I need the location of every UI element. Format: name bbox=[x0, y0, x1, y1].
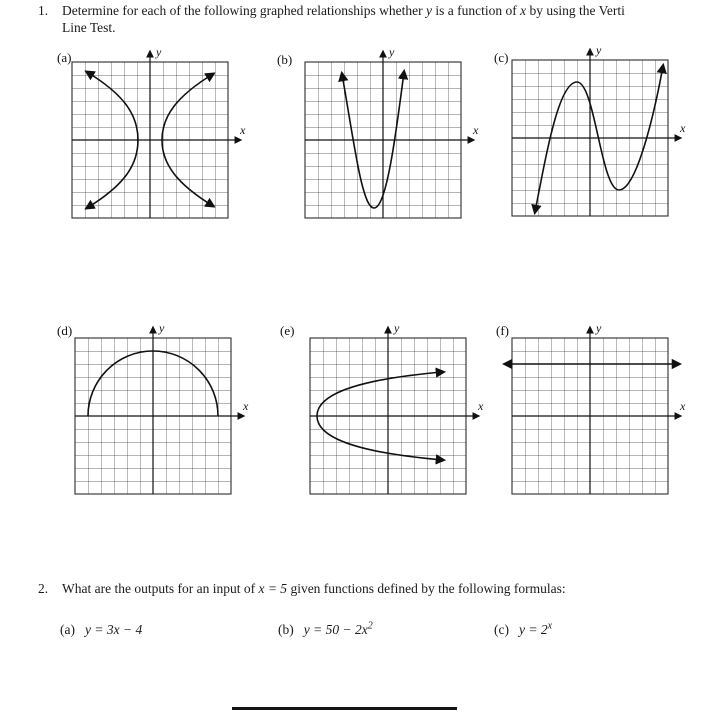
graph-label-b: (b) bbox=[277, 52, 293, 67]
graph-a-plot bbox=[57, 42, 252, 227]
y-axis-label: y bbox=[159, 321, 165, 335]
text-segment: is a function of bbox=[432, 3, 521, 18]
formula-base: y = 50 − 2x bbox=[303, 621, 368, 637]
graph-e-plot bbox=[295, 318, 490, 503]
problem2-text-line bbox=[38, 581, 706, 597]
graph-label-d: (d) bbox=[57, 323, 73, 338]
y-axis-label: y bbox=[389, 45, 395, 59]
text-segment: given functions defined by the following formulas: bbox=[287, 581, 566, 596]
problem2-number: 2. bbox=[38, 581, 49, 596]
x-axis-label: x bbox=[473, 123, 479, 137]
formula-label: (a) bbox=[60, 621, 75, 637]
y-axis-label: y bbox=[394, 321, 400, 335]
problem1-text-line1 bbox=[38, 3, 706, 19]
x-axis-label: x bbox=[680, 399, 686, 413]
graph-label-c: (c) bbox=[494, 50, 509, 65]
x-axis-label: x bbox=[243, 399, 249, 413]
graph-c-plot bbox=[497, 40, 692, 225]
text-segment: What are the outputs for an input of bbox=[62, 581, 259, 596]
formula-sup: x bbox=[547, 620, 553, 631]
math-var: y bbox=[426, 3, 432, 18]
formula-label: (c) bbox=[494, 621, 509, 637]
math-var: x bbox=[520, 3, 527, 18]
math-expr: x = 5 bbox=[258, 581, 288, 596]
problem1-text bbox=[62, 3, 625, 18]
x-axis-label: x bbox=[478, 399, 484, 413]
x-axis-label: x bbox=[680, 121, 686, 135]
formula-label: (b) bbox=[278, 621, 294, 637]
formula bbox=[304, 622, 373, 637]
formula-item-c bbox=[494, 620, 552, 638]
text-segment: Determine for each of the following graphed relationships whether bbox=[62, 3, 426, 18]
formula-base: y = 3x − 4 bbox=[84, 621, 143, 637]
formula bbox=[85, 622, 142, 637]
graph-label-f: (f) bbox=[496, 323, 509, 338]
formula-item-b bbox=[278, 620, 373, 638]
formula-sup: 2 bbox=[367, 620, 373, 631]
graph-label-a: (a) bbox=[57, 50, 72, 65]
problem1-text-line2: Line Test. bbox=[62, 20, 116, 35]
formula-base: y = 2 bbox=[518, 621, 548, 637]
text-segment: by using the Verti bbox=[526, 3, 625, 18]
graph-d-plot bbox=[60, 318, 255, 503]
graph-label-e: (e) bbox=[280, 323, 295, 338]
y-axis-label: y bbox=[596, 43, 602, 57]
problem1-number: 1. bbox=[38, 3, 49, 18]
graph-b-plot bbox=[290, 42, 485, 227]
formula-item-a bbox=[60, 620, 142, 638]
graph-f-plot bbox=[497, 318, 692, 503]
formula bbox=[519, 622, 552, 637]
x-axis-label: x bbox=[240, 123, 246, 137]
y-axis-label: y bbox=[596, 321, 602, 335]
problem2-text bbox=[62, 581, 566, 596]
y-axis-label: y bbox=[156, 45, 162, 59]
